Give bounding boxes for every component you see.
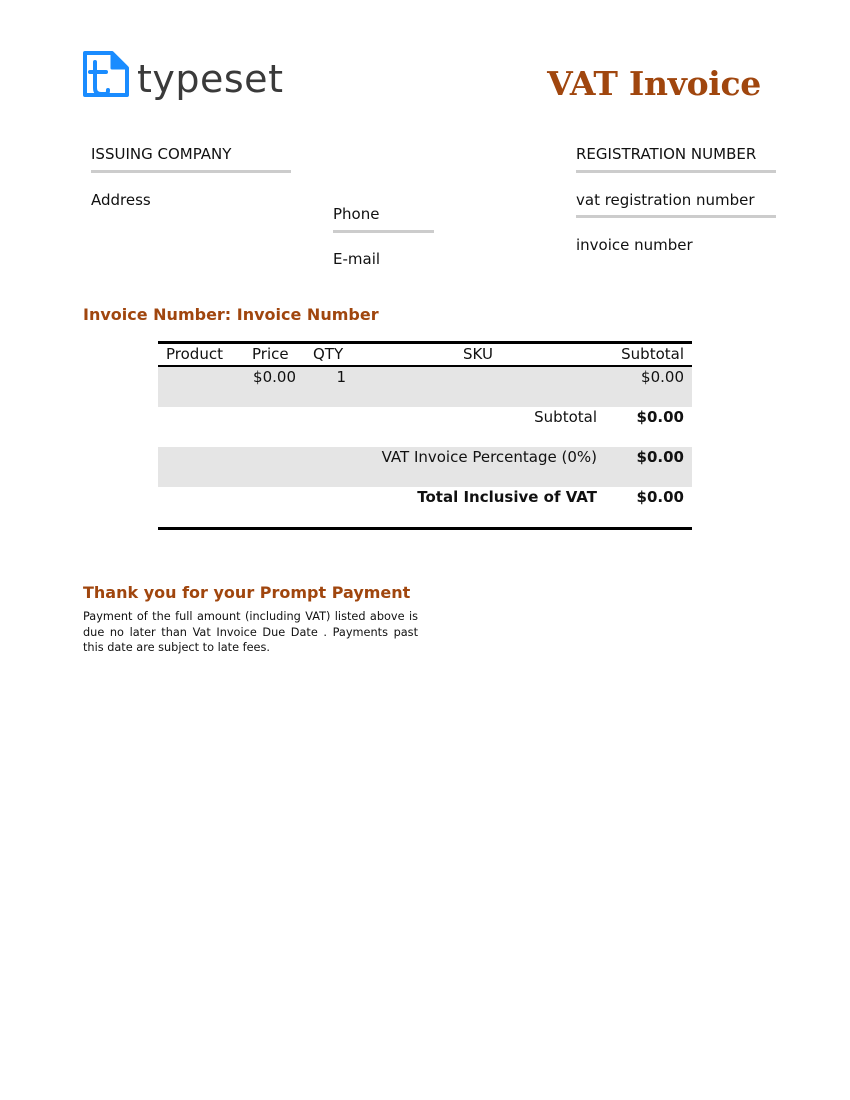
issuing-company-heading: ISSUING COMPANY (91, 145, 232, 163)
summary-label: Subtotal (534, 408, 597, 426)
registration-number-heading: REGISTRATION NUMBER (576, 145, 757, 163)
cell-qty: 1 (336, 368, 346, 386)
document-title: VAT Invoice (547, 64, 761, 103)
summary-label: VAT Invoice Percentage (0%) (381, 448, 597, 466)
summary-row-subtotal (158, 407, 692, 447)
column-header-product: Product (166, 345, 223, 363)
payment-terms-note: Payment of the full amount (including VAT) listed above is due no later than Vat Invoice Due Date . Payments past this date are subject to late fees. (83, 610, 418, 654)
summary-value: $0.00 (636, 488, 684, 506)
cell-price: $0.00 (253, 368, 296, 386)
line-items-table (158, 341, 692, 530)
company-email: E-mail (333, 250, 381, 268)
column-header-sku: SKU (463, 345, 493, 363)
invoice-number-value: invoice number (576, 236, 693, 254)
cell-subtotal: $0.00 (641, 368, 684, 386)
company-address: Address (91, 191, 151, 209)
column-header-subtotal: Subtotal (621, 345, 684, 363)
thank-you-heading: Thank you for your Prompt Payment (83, 583, 411, 602)
vat-registration-number: vat registration number (576, 191, 755, 209)
table-bottom-border (158, 527, 692, 530)
column-header-price: Price (252, 345, 289, 363)
document-t-icon (82, 50, 130, 98)
logo-wordmark: typeset (137, 57, 284, 101)
divider (91, 170, 291, 173)
column-header-qty: QTY (313, 345, 344, 363)
table-header (158, 344, 692, 365)
invoice-number-heading: Invoice Number: Invoice Number (83, 305, 379, 324)
company-phone: Phone (333, 205, 380, 223)
divider (333, 230, 434, 233)
summary-value: $0.00 (636, 448, 684, 466)
divider (576, 170, 776, 173)
summary-label: Total Inclusive of VAT (417, 488, 597, 506)
summary-row-total (158, 487, 692, 527)
summary-value: $0.00 (636, 408, 684, 426)
typeset-logo (82, 49, 282, 105)
table-row (158, 367, 692, 407)
summary-row-vat (158, 447, 692, 487)
divider (576, 215, 776, 218)
